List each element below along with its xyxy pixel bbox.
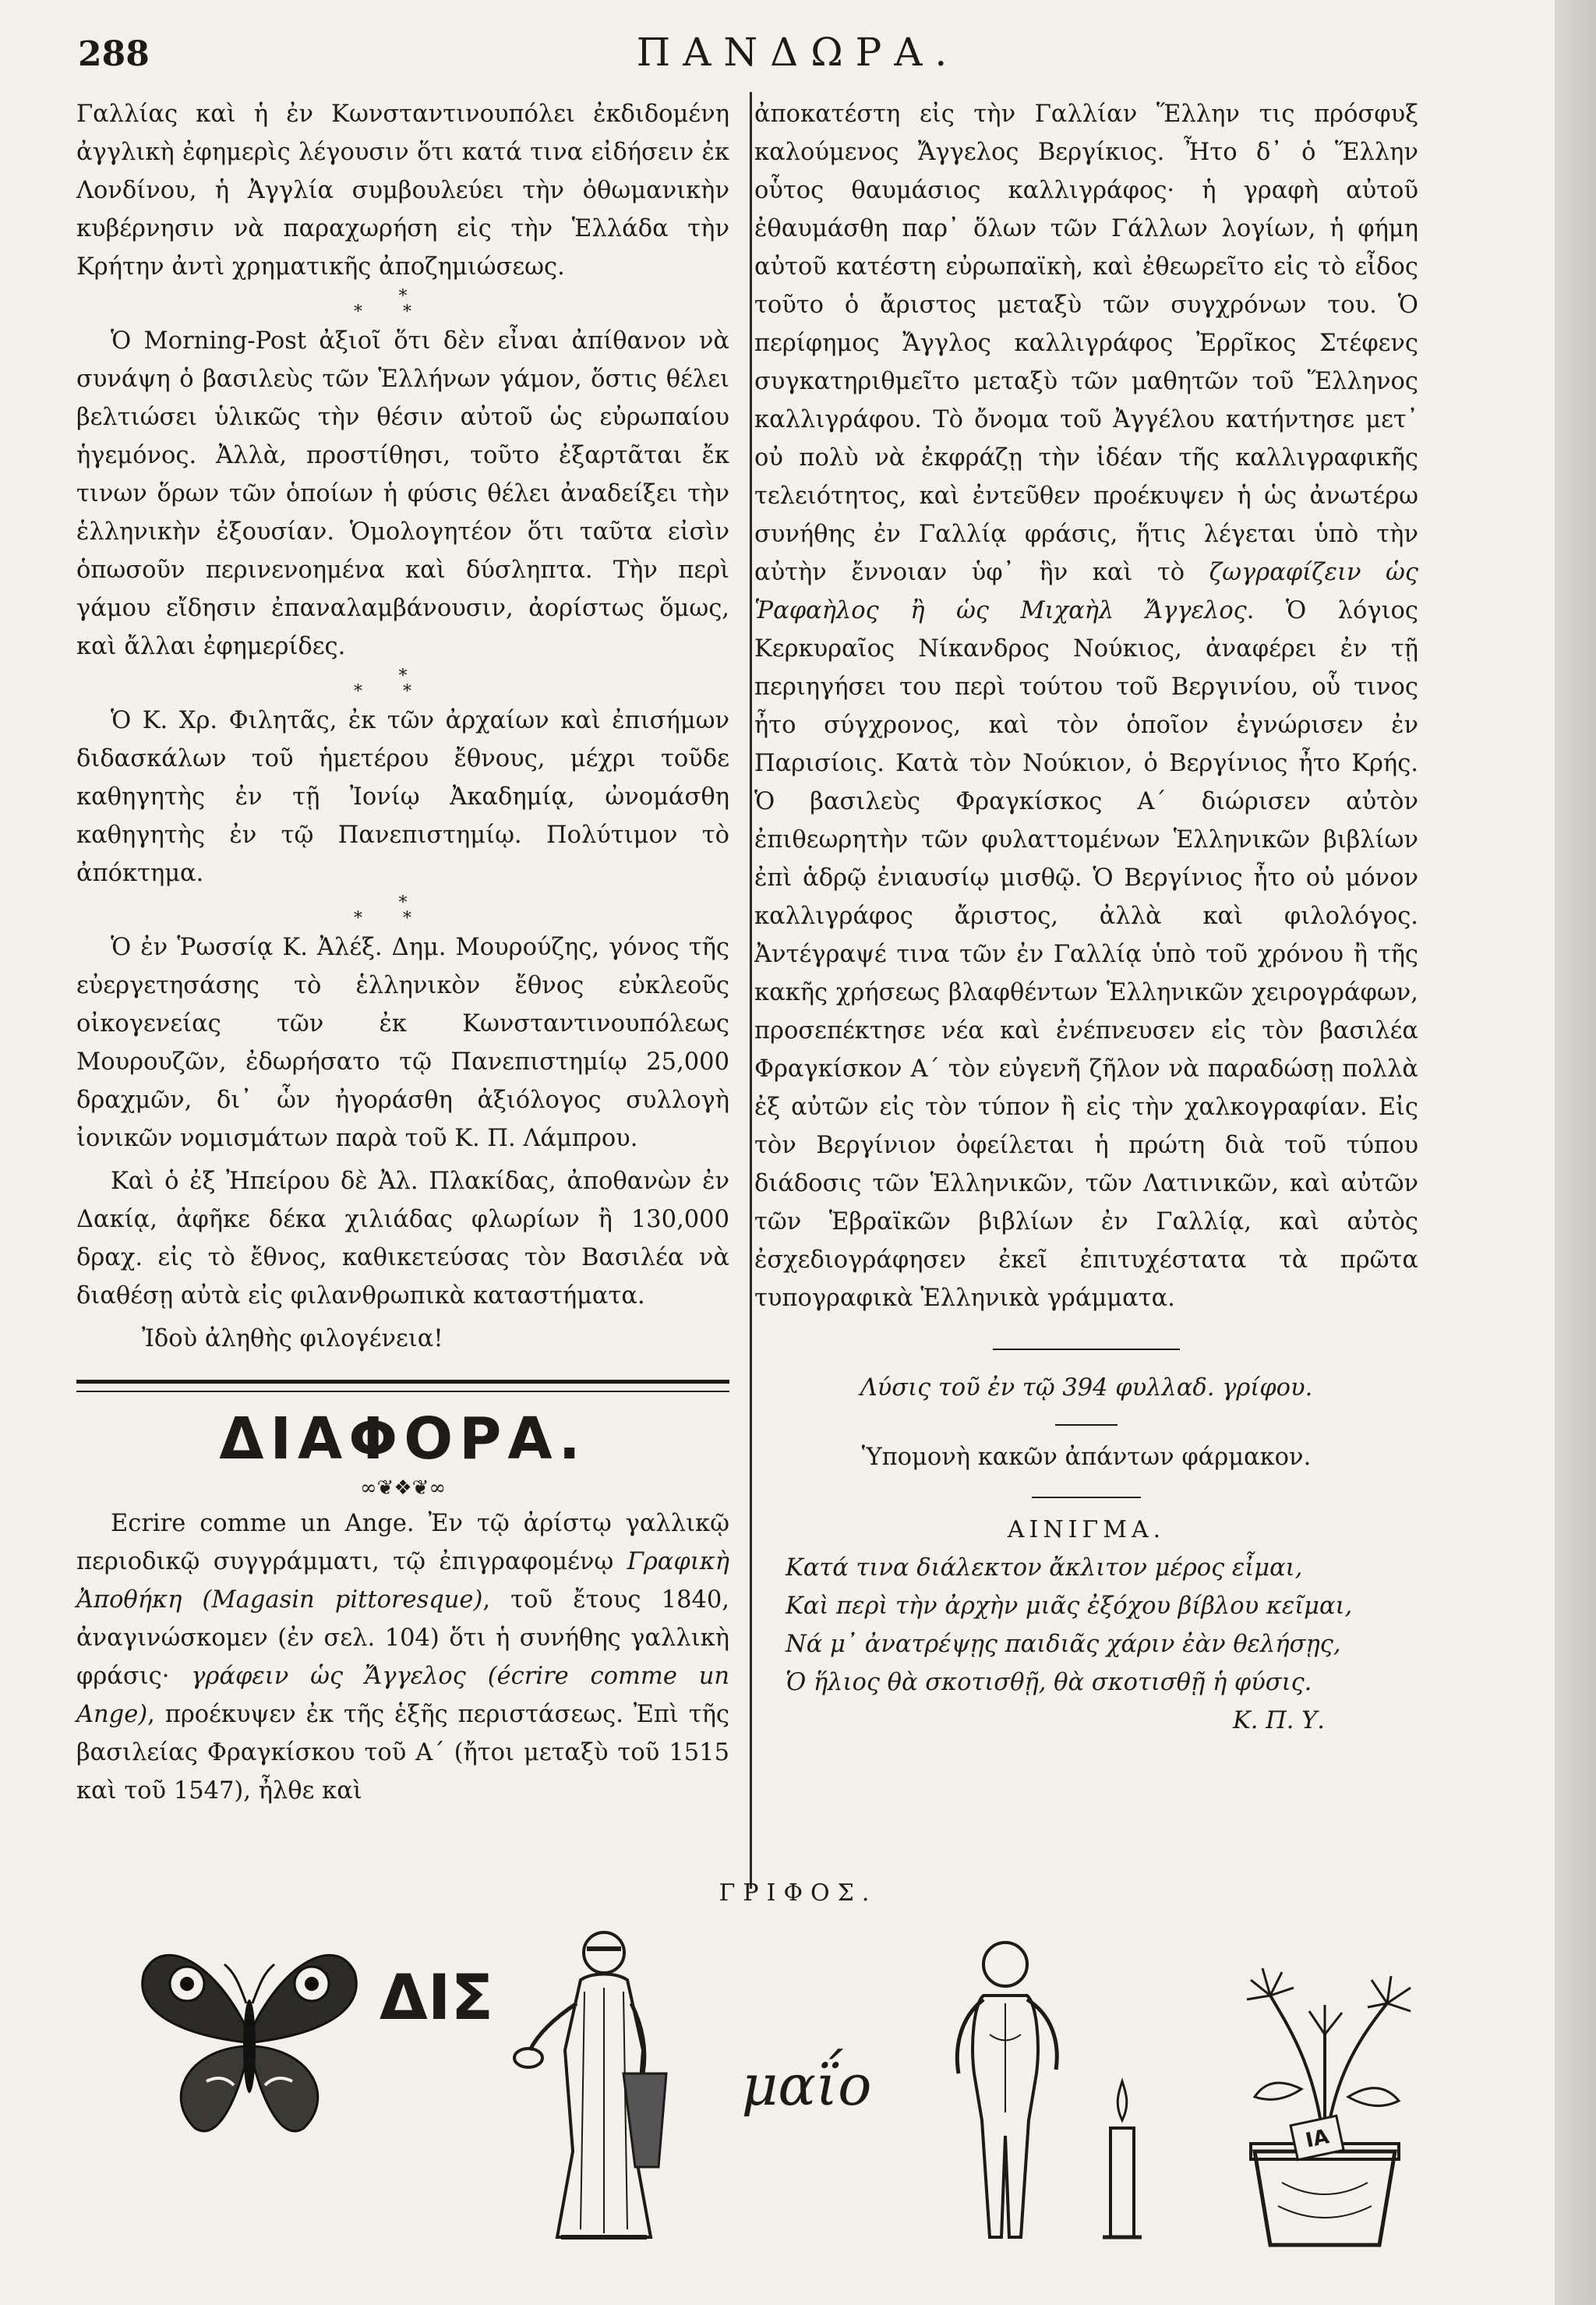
news-item-exclamation: Ἰδοὺ ἀληθὴς φιλογένεια! [142, 1325, 443, 1352]
article-text: ἀποκατέστη εἰς τὴν Γαλλίαν Ἕλλην τις πρόσφυξ καλούμενος Ἄγγελος Βεργίκιος. Ἦτο δ᾽ ὁ Ἕλλην οὗτος θαυμάσιος καλλιγράφος· ἡ γραφὴ αὐτοῦ ἐθαυμάσθη παρ᾽ ὅλων τῶν Γάλλων λογίων, ἡ φήμη αὐτοῦ κατέστη εὐρωπαϊκὴ, καὶ ἐθεωρεῖτο εἰς τὸ εἶδος τοῦτο ὁ ἄριστος μεταξὺ τῶν συγχρόνων του. Ὁ περίφημος Ἄγγλος καλλιγράφος Ἐρρῖκος Στέφενς συγκατηριθμεῖτο μεταξὺ τῶν μαθητῶν τοῦ Ἕλληνος καλλιγράφου. Τὸ ὄνομα τοῦ Ἀγγέλου κατήντησε μετ᾽ οὐ πολὺ νὰ ἐκφράζῃ τὴν ἰδέαν τῆς καλλιγραφικῆς τελειότητος, καὶ ἐντεῦθεν προέκυψεν ἡ ὡς ἀνωτέρω συνήθης ἐν Γαλλίᾳ φράσις, ἥτις λέγεται ὑπὸ τὴν αὐτὴν ἔννοιαν ὑφ᾽ ἣν καὶ τὸ [754, 101, 1418, 586]
riddle-line: Κατά τινα διάλεκτον ἄκλιτον μέρος εἶμαι, [786, 1554, 1303, 1582]
flourish-ornament: ∞❦❖❦∞ [359, 1476, 447, 1500]
flower-pot-illustration [1208, 1918, 1442, 2253]
article-text: . Ὁ λόγιος Κερκυραῖος Νίκανδρος Νούκιος, ἀναφέρει ἐν τῇ περιηγήσει του περὶ τούτου τοῦ Βεργινίου, οὗ τινος ἦτο σύγχρονος, καὶ τὸν ὁποῖον ἐγνώρισεν ἐν Παρισίοις. Κατὰ τὸν Νούκιον, ὁ Βεργίνιος ἦτο Κρής. Ὁ βασιλεὺς Φραγκίσκος Α´ διώρισεν αὐτὸν ἐπιθεωρητὴν τῶν φυλαττομένων Ἑλληνικῶν βιβλίων ἐπὶ ἁδρῷ ἐνιαυσίῳ μισθῷ. Ὁ Βεργίνιος ἦτο οὐ μόνον καλλιγράφος ἄριστος, ἀλλὰ καὶ φιλολόγος. Ἀντέγραψέ τινα τῶν ἐν Γαλλίᾳ ὑπὸ τοῦ χρόνου ἢ τῆς κακῆς χρήσεως βλαφθέντων Ἑλληνικῶν χειρογράφων, προσεπέκτησε νέα καὶ ἐνέπνευσεν εἰς τὸν βασιλέα Φραγκίσκον Α´ τὸν εὐγενῆ ζῆλον νὰ παραδώσῃ πολλὰ ἐξ αὐτῶν εἰς τὸν τύπον ἢ εἰς τὴν χαλκογραφίαν. Εἰς τὸν Βεργίνιον ὀφείλεται ἡ πρώτη διὰ τοῦ τύπου διάδοσις τῶν Ἑλληνικῶν, τῶν Λατινικῶν, καὶ αὐτῶν τῶν Ἑβραϊκῶν βιβλίων ἐν Γαλλίᾳ, καὶ αὐτὸς ἐσχεδιογράφησεν ἐκεῖ ἐπιτυχέστατα τὰ πρῶτα τυπογραφικὰ Ἑλληνικὰ γράμματα. [754, 597, 1418, 1312]
riddle-signature: Κ. Π. Υ. [1233, 1707, 1325, 1734]
article-ange-start [76, 1504, 729, 1810]
asterism-separator: ** [354, 302, 452, 322]
running-head: ΠΑΝΔΩΡΑ. [636, 30, 960, 75]
news-item-plakidas: Καὶ ὁ ἐξ Ἠπείρου δὲ Ἀλ. Πλακίδας, ἀποθανὼν ἐν Δακίᾳ, ἀφῆκε δέκα χιλιάδας φλωρίων ἢ 130,000 δραχ. εἰς τὸ ἔθνος, καθικετεύσας τὸν Βασιλέα νὰ διαθέσῃ αὐτὰ εἰς φιλανθρωπικὰ καταστήματα. [76, 1168, 729, 1310]
rebus-picture-puzzle [117, 1918, 1457, 2253]
riddle-title: ΑΙΝΙΓΜΑ. [1007, 1516, 1166, 1543]
article-italic: Γραφικὴ Ἀποθήκη (Magasin pittoresque) [76, 1548, 729, 1614]
rebus-script-text [733, 1918, 881, 2151]
news-item-filitas: Ὁ Κ. Χρ. Φιλητᾶς, ἐκ τῶν ἀρχαίων καὶ ἐπισήμων διδασκάλων τοῦ ἡμετέρου ἔθνους, μέχρι τοῦδε καθηγητὴς ἐν τῇ Ἰονίῳ Ἀκαδημίᾳ, ὠνομάσθη καθηγητὴς ἐν τῷ Πανεπιστημίῳ. Πολύτιμον τὸ ἀπόκτημα. [76, 707, 729, 887]
solution-answer: Ὑπομονὴ κακῶν ἀπάντων φάρμακον. [861, 1444, 1312, 1471]
asterism-separator: * [398, 666, 408, 686]
news-item-mourouzis: Ὁ ἐν Ῥωσσίᾳ Κ. Ἀλέξ. Δημ. Μουρούζης, γόνος τῆς εὐεργετησάσης τὸ ἑλληνικὸν ἔθνος εὐκλεοῦς οἰκογενείας τῶν ἐκ Κωνσταντινουπόλεως Μουρουζῶν, ἐδωρήσατο τῷ Πανεπιστημίῳ 25,000 δραχμῶν, δι᾽ ὧν ἠγοράσθη ἀξιόλογος συλλογὴ ἰονικῶν νομισμάτων παρὰ τοῦ Κ. Π. Λάμπρου. [76, 934, 729, 1152]
rebus-script-label: μαΐο [741, 2052, 872, 2118]
separator-rule [1055, 1424, 1118, 1426]
article-text: , τοῦ ἔτους 1840, ἀναγινώσκομεν (ἐν σελ. 104) ὅτι ἡ συνήθης γαλλικὴ φράσις· [76, 1586, 729, 1690]
separator-rule [993, 1349, 1180, 1350]
article-text: Ἐν τῷ ἀρίστῳ γαλλικῷ περιοδικῷ συγγράμματι, τῷ ἐπιγραφομένῳ [76, 1510, 729, 1575]
column-divider [750, 92, 752, 1889]
news-item-morning-post: Ὁ Morning-Post ἀξιοῖ ὅτι δὲν εἶναι ἀπίθανον νὰ συνάψη ὁ βασιλεὺς τῶν Ἑλλήνων γάμον, ὅστις θέλει βελτιώσει ὑλικῶς τὴν θέσιν αὐτοῦ ὡς εὐρωπαίου ἡγεμόνος. Ἀλλὰ, προστίθησι, τοῦτο ἐξαρτᾶται ἔκ τινων ὅρων τῶν ὁποίων ἡ φύσις θέλει ἀναδείξει τὴν ἑλληνικὴν ἐξουσίαν. Ὁμολογητέον ὅτι ταῦτα εἰσὶν ὁπωσοῦν περινενοημένα καὶ δύσληπτα. Τὴν περὶ γάμου εἴδησιν ἐπαναλαμβάνουσιν, ἀορίστως ὅμως, καὶ ἄλλαι ἐφημερίδες. [76, 327, 729, 660]
riddle-poem [754, 1549, 1418, 1702]
rebus-dis-label: ΔΙΣ [379, 1961, 494, 2034]
riddle-line: Καὶ περὶ τὴν ἀρχὴν μιᾶς ἐξόχου βίβλου κεῖμαι, [786, 1593, 1353, 1620]
rebus-title: ΓΡΙΦΟΣ. [719, 1879, 877, 1907]
pot-label-text: ΙΑ [1303, 2125, 1332, 2153]
separator-rule [1032, 1497, 1141, 1498]
asterism-separator: ** [354, 682, 452, 702]
solution-label: Λύσις τοῦ ἐν τῷ 394 φυλλαδ. γρίφου. [860, 1374, 1313, 1402]
right-column [754, 95, 1418, 1740]
riddle-line: Νά μ᾽ ἀνατρέψῃς παιδιᾶς χάριν ἐὰν θελήσῃς, [786, 1631, 1341, 1658]
article-italic: ζωγραφίζειν ὡς Ῥαφαὴλος ἢ ὡς Μιχαὴλ Ἄγγελος [754, 559, 1418, 624]
section-heading: ΔΙΑΦΟΡΑ. [219, 1405, 587, 1472]
asterism-separator: * [398, 287, 408, 306]
article-ange-continued [754, 95, 1418, 1317]
butterfly-illustration [132, 1918, 366, 2151]
candle-illustration [1095, 1918, 1149, 2253]
article-italic: γράφειν ὡς Ἄγγελος (écrire comme un Ange) [76, 1663, 729, 1728]
left-column [76, 95, 729, 1810]
asterism-separator: * [398, 893, 408, 913]
robed-figure-illustration [507, 1918, 701, 2253]
section-rule [76, 1380, 729, 1392]
standing-figure-illustration [927, 1918, 1083, 2253]
rebus-dis-text [374, 1918, 499, 2151]
news-item-crete: Γαλλίας καὶ ἡ ἐν Κωνσταντινουπόλει ἐκδιδομένη ἀγγλικὴ ἐφημερὶς λέγουσιν ὅτι κατά τινα εἰδήσειν ἐκ Λονδίνου, ἡ Ἀγγλία συμβουλεύει τὴν ὀθωμανικὴν κυβέρνησιν νὰ παραχωρήση εἰς τὴν Ἑλλάδα τὴν Κρήτην ἀντὶ χρηματικῆς ἀποζημιώσεως. [76, 101, 729, 281]
asterism-separator: ** [354, 909, 452, 928]
article-text: , προέκυψεν ἐκ τῆς ἑξῆς περιστάσεως. Ἐπὶ τῆς βασιλείας Φραγκίσκου τοῦ Α´ (ἤτοι μεταξὺ τοῦ 1515 καὶ τοῦ 1547), ἦλθε καὶ [76, 1701, 729, 1805]
page-edge [1555, 0, 1596, 2305]
page-number: 288 [78, 34, 150, 74]
riddle-line: Ὁ ἥλιος θὰ σκοτισθῇ, θὰ σκοτισθῇ ἡ φύσις. [786, 1669, 1312, 1696]
article-lead: Ecrire comme un Ange. [111, 1510, 415, 1537]
